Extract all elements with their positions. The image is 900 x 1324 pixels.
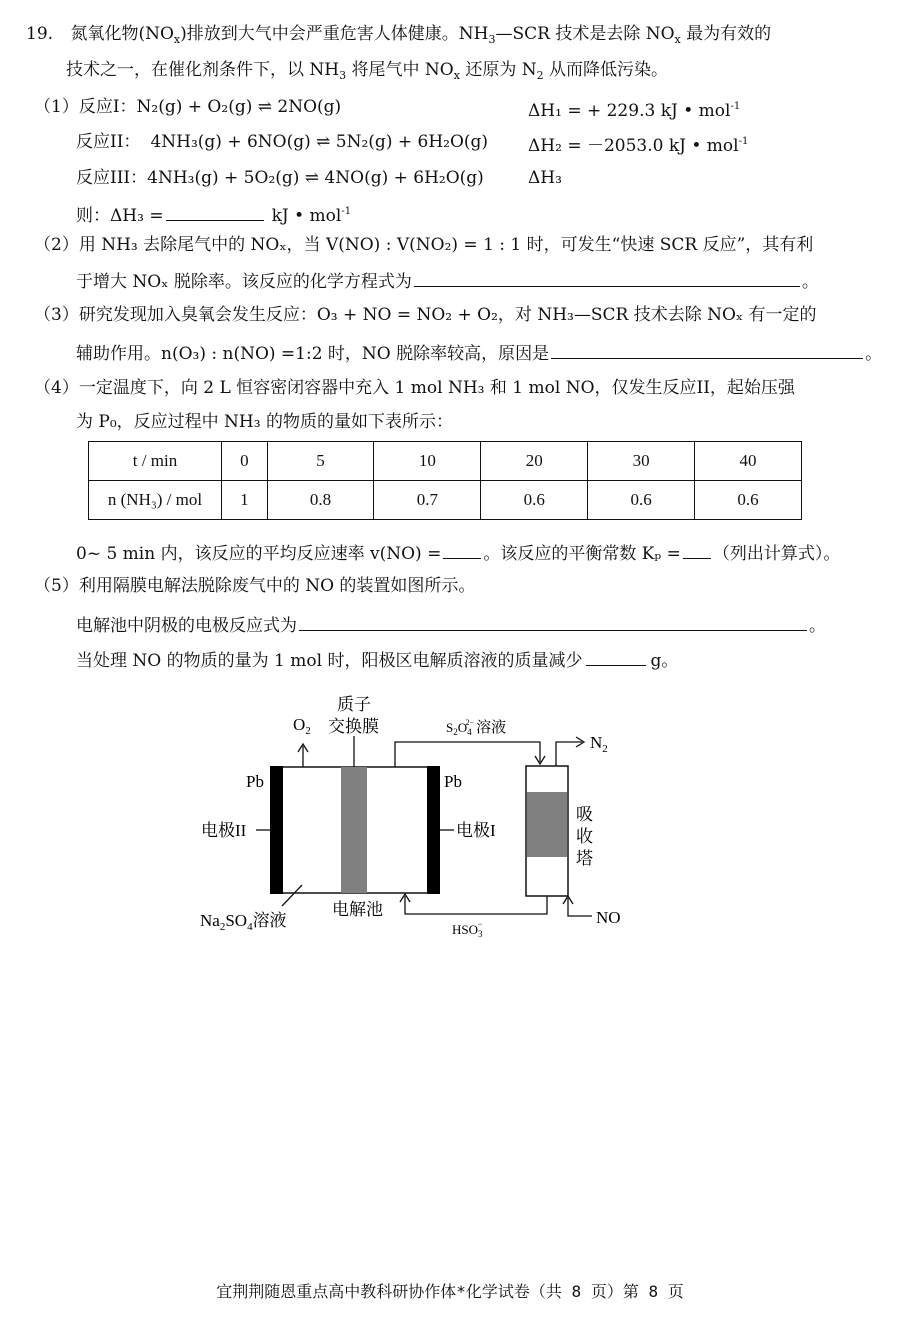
electrode-i-label: 电极I	[456, 821, 496, 840]
reaction2-name: 反应II：	[76, 132, 141, 152]
part1-reaction2	[76, 130, 488, 154]
absorption-tower-packing	[527, 792, 567, 857]
intro-text: —SCR 技术是去除 NO	[495, 24, 675, 44]
intro-sub: 2	[536, 69, 544, 82]
s2o4-label: $S_2O_42-$ 溶液	[446, 718, 507, 737]
absorb-label-1: 吸	[576, 805, 593, 824]
intro-text: 氮氧化物(NO	[70, 24, 174, 44]
no-label: NO	[596, 908, 621, 927]
page-footer: 宜荆荆随恩重点高中教科研协作体*化学试卷（共 8 页）第 8 页	[216, 1282, 684, 1301]
part4-line-1: （4）一定温度下，向 2 L 恒容密闭容器中充入 1 mol NH₃ 和 1 mol NO，仅发生反应II，起始压强	[34, 378, 795, 398]
intro-text: )排放到大气中会严重危害人体健康。NH	[180, 24, 489, 44]
part5-cathode-text: 电解池中阴极的电极反应式为	[76, 616, 297, 636]
answer-blank-kp[interactable]	[683, 540, 711, 559]
part2-period: 。	[801, 272, 819, 292]
intro-text: 最为有效的	[680, 24, 772, 44]
answer-blank-dh3[interactable]	[166, 202, 264, 221]
part2-line-1: （2）用 NH₃ 去除尾气中的 NOₓ，当 V(NO) : V(NO₂) = 1 : 1 时，可发生“快速 SCR 反应”，其有利	[34, 235, 814, 255]
question-intro-line-2	[66, 58, 668, 88]
part5-unit: g。	[650, 651, 679, 671]
na2so4-label: $Na_2SO_4$溶液	[200, 911, 287, 933]
part3-line-1: （3）研究发现加入臭氧会发生反应：O₃ + NO = NO₂ + O₂，对 NH₃—SCR 技术去除 NOₓ 有一定的	[34, 305, 817, 325]
table-header-row	[89, 442, 802, 481]
reaction2-equation: 4NH₃(g) + 6NO(g) ⇌ 5N₂(g) + 6H₂O(g)	[150, 132, 489, 152]
table-cell: 40	[695, 442, 802, 481]
intro-text: 从而降低污染。	[543, 60, 669, 80]
question-intro-line-1	[26, 22, 771, 52]
part4-line-2: 为 P₀，反应过程中 NH₃ 的物质的量如下表所示：	[76, 412, 453, 432]
intro-sub: 3	[488, 33, 496, 46]
part4-kp-text: 。该反应的平衡常数 Kₚ =	[483, 544, 681, 564]
table-row	[89, 481, 802, 520]
part3-period: 。	[865, 344, 883, 364]
part5-line-1: （5）利用隔膜电解法脱除废气中的 NO 的装置如图所示。	[34, 576, 476, 596]
electrode-ii-plate	[270, 766, 283, 894]
table-cell: 10	[374, 442, 481, 481]
table-cell: 5	[267, 442, 374, 481]
answer-blank-fast-scr-equation[interactable]	[414, 268, 800, 287]
table-cell: 0.6	[695, 481, 802, 520]
table-cell: 0.6	[481, 481, 588, 520]
part4-rate-text: 0~ 5 min 内，该反应的平均反应速率 v(NO) =	[76, 544, 442, 564]
reaction3-equation: 4NH₃(g) + 5O₂(g) ⇌ 4NO(g) + 6H₂O(g)	[147, 168, 484, 188]
reaction2-enthalpy	[528, 130, 748, 158]
table-cell: 0	[222, 442, 268, 481]
table-cell: 30	[588, 442, 695, 481]
proton-exchange-membrane	[341, 767, 367, 893]
hso3-flow-line	[405, 896, 547, 914]
intro-sub: x	[674, 33, 681, 46]
part2-text: 于增大 NOₓ 脱除率。该反应的化学方程式为	[76, 272, 412, 292]
cell-label: 电解池	[332, 900, 383, 919]
answer-blank-ozone-reason[interactable]	[551, 340, 863, 359]
table-cell: 0.6	[588, 481, 695, 520]
nh3-amount-table	[88, 441, 802, 520]
reaction1-enthalpy	[528, 95, 740, 123]
pb-left-label: Pb	[246, 772, 264, 791]
part4-tail: （列出计算式）。	[712, 544, 841, 564]
reaction1-equation: N₂(g) + O₂(g) ⇌ 2NO(g)	[136, 97, 342, 117]
intro-text: 技术之一，在催化剂条件下，以 NH	[66, 60, 340, 80]
absorb-label-3: 塔	[576, 849, 593, 868]
s2o4-flow-line	[395, 742, 540, 767]
answer-blank-mass[interactable]	[586, 647, 646, 666]
part5-period: 。	[809, 616, 826, 636]
intro-text: 将尾气中 NO	[346, 60, 454, 80]
o2-label: $O_2$	[293, 715, 311, 737]
reaction1-dh-exp: -1	[730, 101, 741, 112]
membrane-label-1: 质子	[337, 695, 371, 714]
part1-ask-text: 则：ΔH₃ =	[76, 206, 164, 226]
table-cell: 0.8	[267, 481, 374, 520]
electrode-ii-label: 电极II	[201, 821, 247, 840]
table-cell: n (NH₃) / mol	[89, 481, 222, 520]
question-number: 19.	[26, 24, 54, 44]
part5-mass-text: 当处理 NO 的物质的量为 1 mol 时，阳极区电解质溶液的质量减少	[76, 651, 583, 671]
table-cell: 20	[481, 442, 588, 481]
intro-sub: x	[453, 69, 460, 82]
table-cell: 1	[222, 481, 268, 520]
part5-line-3	[76, 647, 678, 673]
reaction3-name: 反应III：	[76, 168, 148, 188]
electrode-i-plate	[427, 766, 440, 894]
intro-sub: 3	[339, 69, 347, 82]
part3-line-2	[76, 340, 882, 366]
table-cell: 0.7	[374, 481, 481, 520]
pb-right-label: Pb	[444, 772, 462, 791]
reaction1-dh-text: ΔH₁ = + 229.3 kJ • mol	[528, 101, 731, 121]
part5-line-2	[76, 612, 826, 638]
reaction2-dh-exp: -1	[738, 136, 749, 147]
answer-blank-cathode-reaction[interactable]	[299, 612, 807, 631]
table-cell: t / min	[89, 442, 222, 481]
part1-ask-unit: kJ • mol	[271, 206, 342, 226]
part1-ask-exp: -1	[341, 206, 352, 217]
n2-label: $N_2$	[590, 733, 608, 755]
part3-text: 辅助作用。n(O₃) : n(NO) =1:2 时，NO 脱除率较高，原因是	[76, 344, 550, 364]
part1-reaction3	[76, 166, 484, 190]
reaction1-name: 反应I：	[78, 97, 137, 117]
part1-reaction1	[34, 95, 341, 119]
intro-text: 还原为 N	[459, 60, 537, 80]
reaction3-dh-text: ΔH₃	[528, 168, 562, 188]
hso3-label: $HSO_3-$	[452, 919, 483, 939]
part4-after-table	[76, 540, 840, 566]
answer-blank-rate[interactable]	[443, 540, 481, 559]
part1-ask	[76, 200, 351, 228]
reaction2-dh-text: ΔH₂ = －2053.0 kJ • mol	[528, 136, 739, 156]
electrolysis-apparatus-figure	[0, 680, 900, 970]
part1-label: （1）	[34, 97, 79, 117]
intro-sub: x	[173, 33, 181, 46]
reaction3-enthalpy	[528, 166, 562, 190]
absorb-label-2: 收	[576, 827, 593, 846]
membrane-label-2: 交换膜	[328, 717, 379, 736]
part2-line-2	[76, 268, 819, 294]
